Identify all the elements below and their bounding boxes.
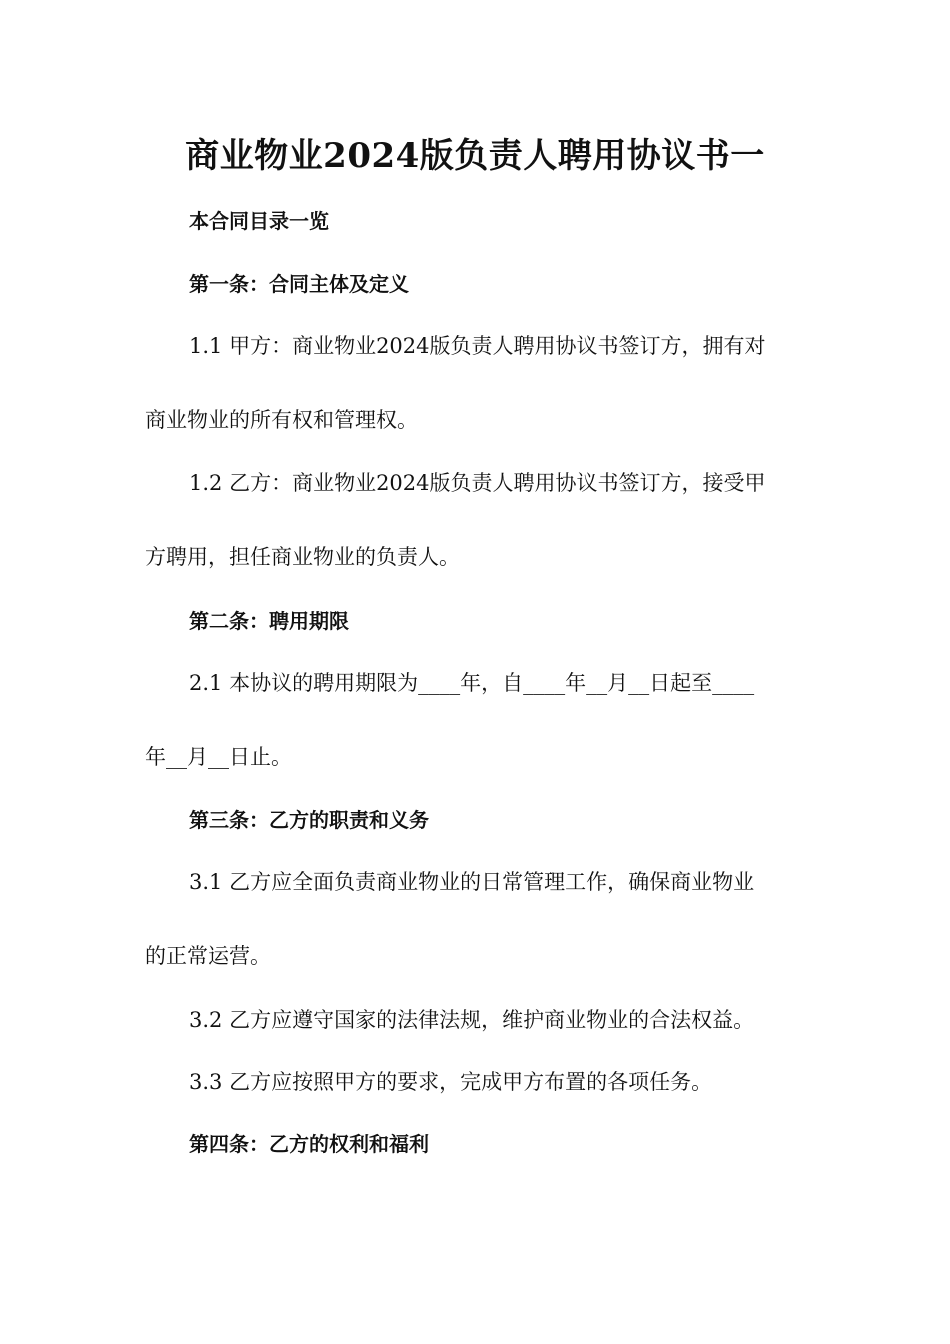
document-title: 商业物业2024版负责人聘用协议书一	[185, 136, 765, 176]
clause-1-1-line-1: 1.1 甲方：商业物业2024版负责人聘用协议书签订方，拥有对	[189, 334, 766, 358]
section-3-heading: 第三条：乙方的职责和义务	[189, 808, 429, 832]
clause-3-3: 3.3 乙方应按照甲方的要求，完成甲方布置的各项任务。	[189, 1070, 713, 1094]
clause-1-1-line-2: 商业物业的所有权和管理权。	[145, 408, 418, 432]
clause-1-2-line-1: 1.2 乙方：商业物业2024版负责人聘用协议书签订方，接受甲	[189, 471, 766, 495]
clause-1-2-line-2: 方聘用，担任商业物业的负责人。	[145, 545, 460, 569]
clause-3-2: 3.2 乙方应遵守国家的法律法规，维护商业物业的合法权益。	[189, 1008, 755, 1032]
section-1-heading: 第一条：合同主体及定义	[189, 272, 409, 296]
clause-3-1-line-1: 3.1 乙方应全面负责商业物业的日常管理工作，确保商业物业	[189, 870, 755, 894]
toc-heading: 本合同目录一览	[189, 209, 329, 233]
section-4-heading: 第四条：乙方的权利和福利	[189, 1132, 429, 1156]
section-2-heading: 第二条：聘用期限	[189, 609, 349, 633]
clause-3-1-line-2: 的正常运营。	[145, 944, 271, 968]
clause-2-1-line-1: 2.1 本协议的聘用期限为____年，自____年__月__日起至____	[189, 671, 755, 695]
clause-2-1-line-2: 年__月__日止。	[145, 745, 292, 769]
